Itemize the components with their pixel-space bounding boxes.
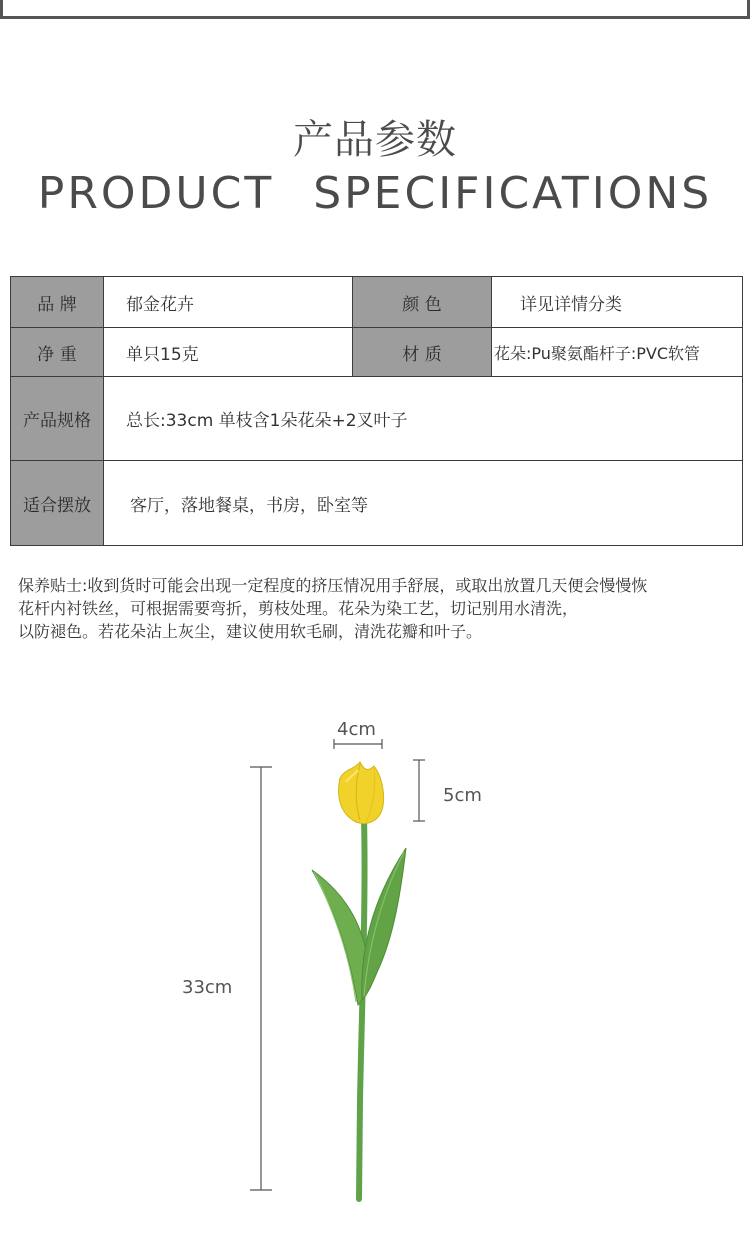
color-value: 详见详情分类 — [492, 277, 743, 328]
material-value: 花朵:Pu聚氨酯杆子:PVC软管 — [492, 328, 743, 377]
weight-label: 净 重 — [11, 328, 104, 377]
table-row — [11, 377, 743, 461]
color-label: 颜 色 — [353, 277, 492, 328]
brand-value: 郁金花卉 — [104, 277, 353, 328]
top-frame-border — [0, 0, 750, 19]
size-label: 产品规格 — [11, 377, 104, 461]
width-dimension-line — [334, 739, 382, 749]
placement-label: 适合摆放 — [11, 461, 104, 546]
size-value: 总长:33cm 单枝含1朵花朵+2叉叶子 — [104, 377, 743, 461]
care-tips-line: 花杆内衬铁丝，可根据需要弯折，剪枝处理。花朵为染工艺，切记别用水清洗， — [18, 599, 579, 618]
section-title-cn: 产品参数 — [293, 117, 457, 163]
tulip-flower — [339, 762, 384, 824]
care-tips-line: 以防褪色。若花朵沾上灰尘，建议使用软毛刷，清洗花瓣和叶子。 — [18, 622, 483, 641]
table-row — [11, 461, 743, 546]
table-row — [11, 328, 743, 377]
care-tips — [18, 574, 748, 643]
brand-label: 品 牌 — [11, 277, 104, 328]
placement-value: 客厅，落地餐桌，书房，卧室等 — [104, 461, 743, 546]
weight-value: 单只15克 — [104, 328, 353, 377]
care-tips-line: 保养贴士:收到货时可能会出现一定程度的挤压情况用手舒展，或取出放置几天便会慢慢恢 — [18, 576, 648, 595]
width-dimension-label: 4cm — [337, 719, 376, 740]
tulip-dimension-figure — [0, 700, 750, 1253]
total-length-dimension-label: 33cm — [182, 977, 233, 998]
right-leaf — [362, 848, 406, 1000]
table-row — [11, 277, 743, 328]
total-length-dimension-line — [250, 767, 272, 1190]
left-leaf — [312, 870, 368, 1005]
section-title-en: PRODUCT SPECIFICATIONS — [37, 168, 713, 219]
material-label: 材 质 — [353, 328, 492, 377]
spec-table — [10, 276, 743, 546]
stem — [359, 818, 365, 1199]
head-height-dimension-label: 5cm — [443, 785, 482, 806]
tulip-illustration — [0, 700, 750, 1253]
head-height-dimension-line — [413, 760, 425, 821]
